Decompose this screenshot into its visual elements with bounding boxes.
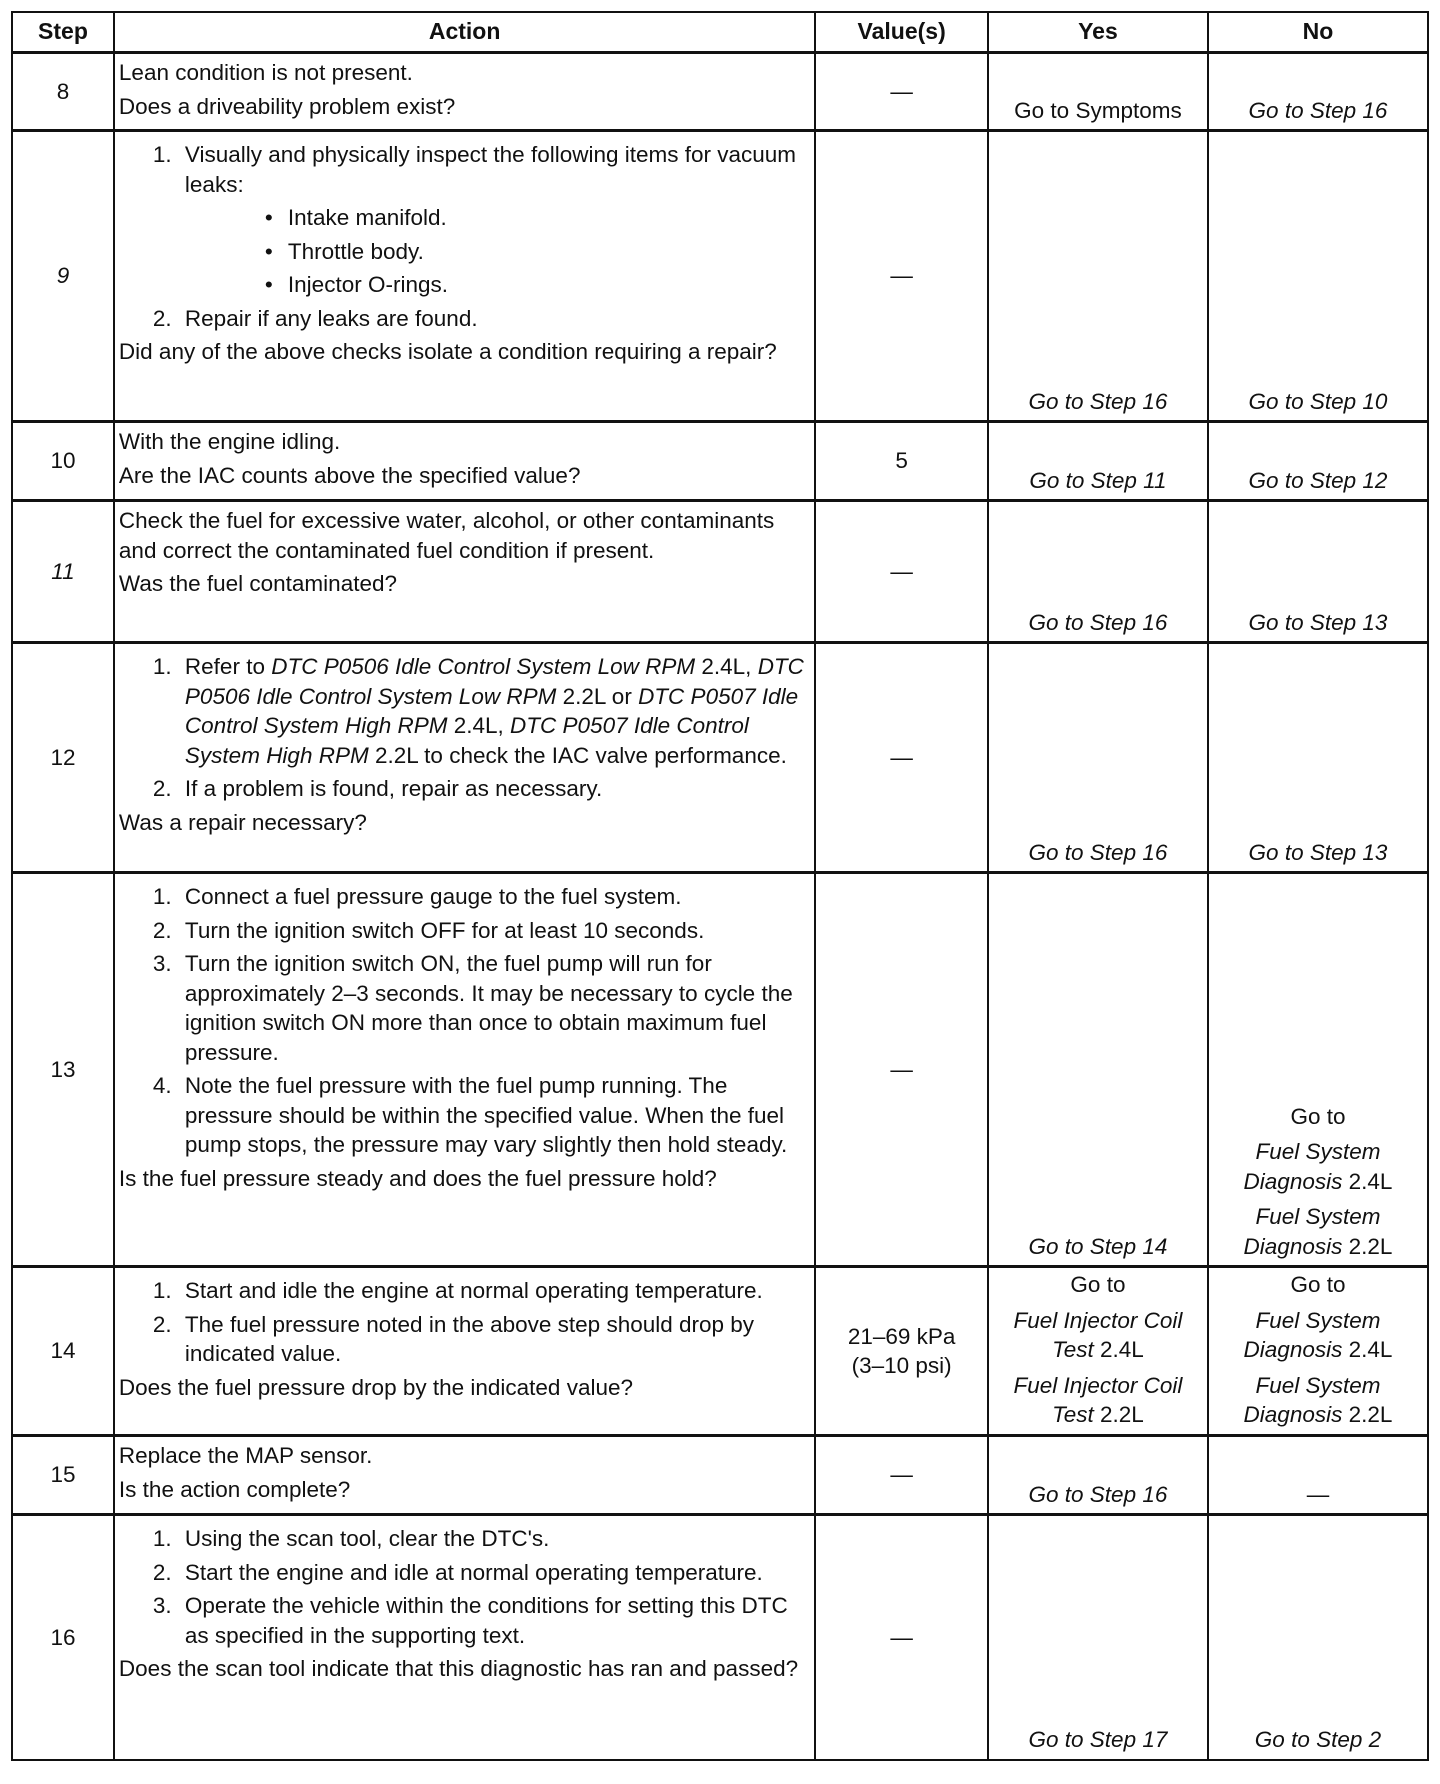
reference-link[interactable]: Fuel Injector Coil Test 2.2L	[1013, 1372, 1183, 1428]
action-item: 4. Note the fuel pressure with the fuel pump running. The pressure should be within the specified value. When the fuel pump stops, the pressure may vary slightly then hold steady.	[152, 1073, 788, 1157]
reference-link[interactable]: Fuel System Diagnosis 2.4L	[1243, 1139, 1393, 1194]
action-question: Does the scan tool indicate that this diagnostic has ran and passed?	[118, 1656, 799, 1681]
action-cell	[114, 422, 815, 501]
step-row-13	[12, 873, 1428, 1267]
yes-cell: Go to Step 16	[988, 643, 1208, 873]
goto-label: Go to	[1290, 1103, 1346, 1129]
yes-cell: Go to Step 16	[988, 131, 1208, 422]
reference-link[interactable]: Fuel Injector Coil Test 2.4L	[1013, 1307, 1183, 1363]
yes-cell	[988, 1267, 1208, 1436]
step-number: 16	[12, 1515, 114, 1760]
yes-cell: Go to Step 16	[988, 501, 1208, 643]
header-values: Value(s)	[815, 12, 988, 53]
action-question: Is the action complete?	[118, 1476, 351, 1502]
action-item: 2. If a problem is found, repair as necessary.	[152, 776, 603, 801]
bullet-item: • Intake manifold.	[185, 203, 808, 233]
step-number: 10	[12, 422, 114, 501]
yes-cell: Go to Step 11	[988, 422, 1208, 501]
no-cell: Go to Step 10	[1208, 131, 1428, 422]
action-item: 1. Connect a fuel pressure gauge to the fuel system.	[152, 884, 682, 909]
reference-link[interactable]: Fuel System Diagnosis 2.2L	[1243, 1372, 1393, 1428]
action-cell	[114, 1267, 815, 1436]
step-row-11	[12, 501, 1428, 643]
header-yes: Yes	[988, 12, 1208, 53]
no-cell	[1208, 873, 1428, 1267]
dtc-reference[interactable]: DTC P0507 Idle Control System High RPM	[184, 713, 749, 768]
no-cell: Go to Step 13	[1208, 643, 1428, 873]
yes-cell: Go to Step 16	[988, 1436, 1208, 1515]
action-item: 2. Turn the ignition switch OFF for at least 10 seconds.	[152, 917, 705, 943]
action-item: 3. Operate the vehicle within the conditions for setting this DTC as specified in the supporting text.	[152, 1593, 788, 1648]
dtc-reference[interactable]: DTC P0506 Idle Control System Low RPM	[184, 654, 804, 709]
value-cell: —	[815, 1515, 988, 1760]
no-cell: Go to Step 13	[1208, 501, 1428, 643]
action-question: Is the fuel pressure steady and does the fuel pressure hold?	[118, 1165, 717, 1191]
no-cell	[1208, 1267, 1428, 1436]
step-row-8	[12, 53, 1428, 131]
value-cell	[815, 1267, 988, 1436]
step-row-15	[12, 1436, 1428, 1515]
step-number: 15	[12, 1436, 114, 1515]
yes-cell: Go to Step 14	[988, 873, 1208, 1267]
step-row-12	[12, 643, 1428, 873]
dtc-reference[interactable]: DTC P0506 Idle Control System Low RPM	[271, 654, 696, 679]
action-question: Did any of the above checks isolate a condition requiring a repair?	[118, 339, 777, 364]
yes-cell: Go to Symptoms	[988, 53, 1208, 131]
no-cell: Go to Step 16	[1208, 53, 1428, 131]
action-question: Are the IAC counts above the specified value?	[118, 462, 581, 488]
action-text: Replace the MAP sensor.	[118, 1443, 373, 1468]
action-item: 2. Start the engine and idle at normal operating temperature.	[152, 1559, 763, 1585]
action-cell	[114, 501, 815, 643]
bullet-item: • Throttle body.	[185, 237, 808, 267]
bullet-item: • Injector O-rings.	[185, 270, 808, 300]
action-item: 1. Start and idle the engine at normal operating temperature.	[152, 1278, 763, 1303]
action-text: Check the fuel for excessive water, alcohol, or other contaminants and correct the contaminated fuel condition if present.	[118, 508, 775, 563]
action-question: Was a repair necessary?	[118, 809, 367, 835]
value-cell: —	[815, 643, 988, 873]
step-number: 14	[12, 1267, 114, 1436]
goto-label: Go to	[1070, 1272, 1126, 1298]
action-cell	[114, 53, 815, 131]
action-cell	[114, 873, 815, 1267]
step-number: 11	[12, 501, 114, 643]
value-cell: —	[815, 131, 988, 422]
header-step: Step	[12, 12, 114, 53]
header-row	[12, 12, 1428, 53]
action-text: Lean condition is not present.	[118, 60, 413, 85]
action-cell	[114, 1436, 815, 1515]
value-cell: —	[815, 53, 988, 131]
step-number: 8	[12, 53, 114, 131]
header-no: No	[1208, 12, 1428, 53]
goto-label: Go to	[1290, 1272, 1346, 1298]
no-cell: —	[1208, 1436, 1428, 1515]
step-number: 13	[12, 873, 114, 1267]
action-question: Does a driveability problem exist?	[118, 93, 456, 119]
step-row-16	[12, 1515, 1428, 1760]
action-question: Does the fuel pressure drop by the indicated value?	[118, 1374, 633, 1400]
value-cell: —	[815, 1436, 988, 1515]
action-text: With the engine idling.	[118, 429, 341, 454]
diagnostic-table	[11, 11, 1429, 1761]
yes-cell: Go to Step 17	[988, 1515, 1208, 1760]
value-cell: —	[815, 873, 988, 1267]
no-cell: Go to Step 12	[1208, 422, 1428, 501]
value-psi: (3–10 psi)	[851, 1353, 952, 1378]
step-row-9	[12, 131, 1428, 422]
header-action: Action	[114, 12, 815, 53]
action-item: 2. The fuel pressure noted in the above step should drop by indicated value.	[152, 1311, 755, 1366]
action-item: 1. Using the scan tool, clear the DTC's.	[152, 1526, 550, 1551]
value-cell: —	[815, 501, 988, 643]
step-number: 12	[12, 643, 114, 873]
dtc-reference[interactable]: DTC P0507 Idle Control System High RPM	[184, 683, 799, 738]
action-cell	[114, 1515, 815, 1760]
step-number: 9	[12, 131, 114, 422]
action-item: 1. Visually and physically inspect the following items for vacuum leaks: • Intake manifold. • Throttle body. • Injector O-rings.	[119, 140, 808, 300]
action-cell	[114, 131, 815, 422]
reference-link[interactable]: Fuel System Diagnosis 2.4L	[1243, 1307, 1393, 1363]
step-row-10	[12, 422, 1428, 501]
action-cell	[114, 643, 815, 873]
action-question: Was the fuel contaminated?	[118, 571, 397, 596]
no-cell: Go to Step 2	[1208, 1515, 1428, 1760]
value-kpa: 21–69 kPa	[847, 1323, 956, 1349]
action-item: 1. Refer to DTC P0506 Idle Control System Low RPM 2.4L, DTC P0506 Idle Control System Low RPM 2.2L or DTC P0507 Idle Control System High RPM 2.4L, DTC P0507 Idle Control System High RPM 2.2L to check the IAC valve performance.	[152, 654, 804, 768]
step-row-14	[12, 1267, 1428, 1436]
reference-link[interactable]: Fuel System Diagnosis 2.2L	[1243, 1204, 1393, 1259]
action-item: 2. Repair if any leaks are found.	[152, 305, 478, 331]
action-item: 3. Turn the ignition switch ON, the fuel pump will run for approximately 2–3 seconds. It may be necessary to cycle the ignition switch ON more than once to obtain maximum fuel pressure.	[152, 951, 793, 1065]
value-cell: 5	[815, 422, 988, 501]
